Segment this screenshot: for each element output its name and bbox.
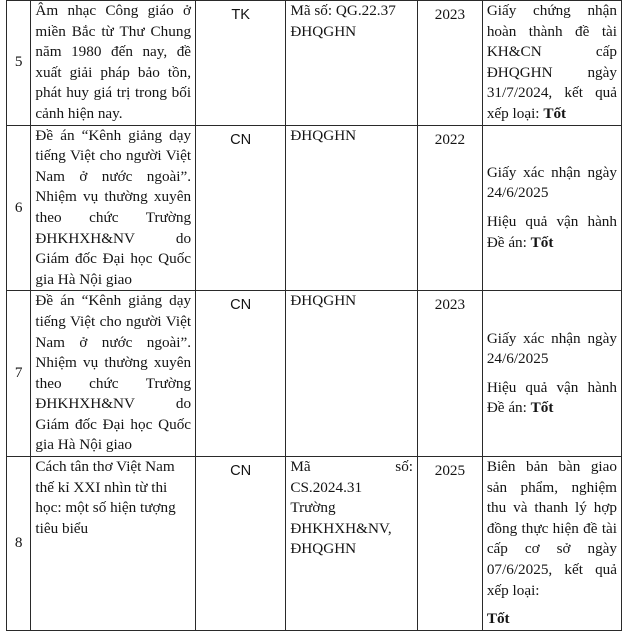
project-code (286, 457, 418, 631)
project-code: Mã số: QG.22.37 ĐHQGHN (286, 1, 418, 126)
year: 2023 (418, 1, 483, 126)
result (482, 457, 621, 631)
project-code: ĐHQGHN (286, 125, 418, 291)
project-title: Âm nhạc Công giáo ở miền Bắc từ Thư Chung năm 1980 đến nay, đề xuất giải pháp bảo tồn, phát huy giá trị trong bối cảnh hiện nay. (31, 1, 196, 126)
project-table (6, 0, 622, 631)
row-number: 7 (7, 291, 31, 457)
confirmation-date: Giấy xác nhận ngày 24/6/2025 (486, 329, 617, 368)
project-title: Đề án “Kênh giảng dạy tiếng Việt cho người Việt Nam ở nước ngoài”. Nhiệm vụ thường xuyên theo chức Trường ĐHKHXH&NV do Giám đốc Đại học Quốc gia Hà Nội giao (31, 125, 196, 291)
project-title: Đề án “Kênh giảng dạy tiếng Việt cho người Việt Nam ở nước ngoài”. Nhiệm vụ thường xuyên theo chức Trường ĐHKHXH&NV do Giám đốc Đại học Quốc gia Hà Nội giao (31, 291, 196, 457)
project-code-label: Mã số: (290, 458, 414, 476)
role: CN (196, 125, 286, 291)
table-row (7, 1, 622, 126)
table-row (7, 291, 622, 457)
result-text: Biên bản bàn giao sản phẩm, nghiệm thu và thanh lý hợp đồng thực hiện đề tài cấp cơ sở ngày 07/6/2025, kết quả xếp loại: (486, 458, 617, 599)
table-row (7, 457, 622, 631)
year: 2022 (418, 125, 483, 291)
table-row (7, 125, 622, 291)
result (482, 1, 621, 126)
result (482, 291, 621, 457)
result (482, 125, 621, 291)
result-grade: Tốt (543, 104, 567, 122)
role: CN (196, 457, 286, 631)
effectiveness-text: Hiệu quả vận hành Đề án: (486, 378, 617, 417)
year: 2023 (418, 291, 483, 457)
row-number: 5 (7, 1, 31, 126)
row-number: 8 (7, 457, 31, 631)
host-unit: Trường ĐHKHXH&NV, ĐHQGHN (290, 499, 392, 558)
effectiveness-grade: Tốt (530, 399, 554, 417)
result-text: Giấy chứng nhận hoàn thành đề tài KH&CN cấp ĐHQGHN ngày 31/7/2024, kết quả xếp loại: (486, 2, 617, 122)
confirmation-date: Giấy xác nhận ngày 24/6/2025 (486, 163, 617, 202)
effectiveness-text: Hiệu quả vận hành Đề án: (486, 212, 617, 251)
result-grade: Tốt (486, 610, 510, 628)
row-number: 6 (7, 125, 31, 291)
project-code-value: CS.2024.31 (290, 478, 363, 496)
year: 2025 (418, 457, 483, 631)
role: TK (196, 1, 286, 126)
project-code: ĐHQGHN (286, 291, 418, 457)
effectiveness-grade: Tốt (530, 233, 554, 251)
project-title: Cách tân thơ Việt Nam thế kỉ XXI nhìn từ thi học: một số hiện tượng tiêu biểu (31, 457, 196, 631)
role: CN (196, 291, 286, 457)
